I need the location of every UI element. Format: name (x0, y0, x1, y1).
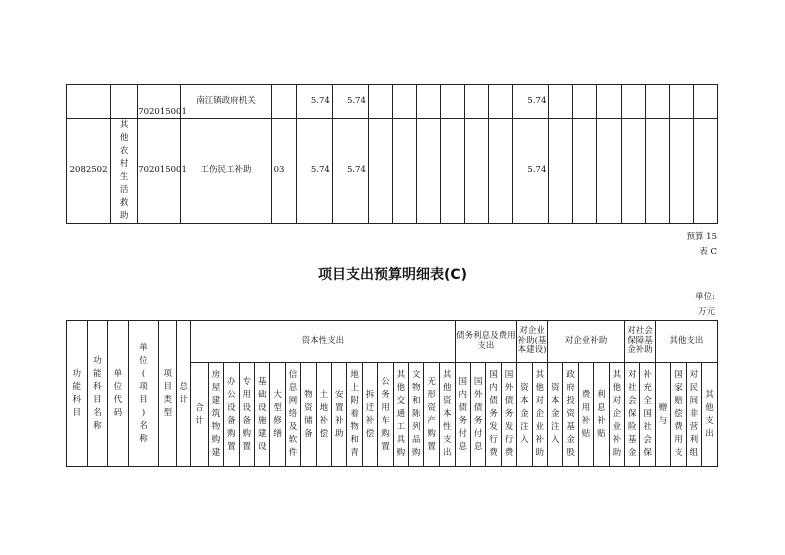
col-capital-sub: 基 础 设 施 建 设 (255, 363, 270, 467)
col-capital-sub: 拆 迁 补 偿 (362, 363, 377, 467)
group-enterprise-capital: 对企业补助(基本建设) (517, 321, 548, 363)
header-table (66, 320, 718, 467)
subtotal-cell: 5.74 (332, 85, 368, 119)
col-unit-project-name: 单 位 ( 项 目 ) 名 称 (128, 321, 159, 467)
col-capital-sub: 公 务 用 车 购 置 (378, 363, 393, 467)
col-debt-sub: 国 外 债 务 付 息 (470, 363, 485, 467)
unit-name-cell: 工伤民工补助 (181, 119, 271, 224)
table-row (67, 119, 718, 224)
group-debt: 债务利息及费用支出 (455, 321, 517, 363)
unit-label: 单位: (695, 292, 715, 302)
func-name-cell (111, 85, 138, 119)
col-capital-sub: 文 物 和 陈 列 品 购 (409, 363, 424, 467)
enterprise-capital-cell: 5.74 (513, 119, 549, 224)
col-enterprise-sub: 资 本 金 注 入 (548, 363, 563, 467)
col-capital-sub: 专 用 设 备 购 置 (239, 363, 254, 467)
type-cell (271, 85, 296, 119)
col-capital-sub: 物 资 储 备 (301, 363, 316, 467)
budget-number: 预算 15 (686, 232, 717, 242)
col-capital-sub: 土 地 补 偿 (316, 363, 331, 467)
group-other: 其他支出 (655, 321, 717, 363)
col-debt-sub: 国 内 债 务 付 息 (455, 363, 470, 467)
unit-code-cell: 702015001 (138, 119, 181, 224)
col-debt-sub: 国 内 债 务 发 行 费 (486, 363, 501, 467)
col-capital-sub: 安 置 补 助 (332, 363, 347, 467)
group-social: 对社会保障基金补助 (625, 321, 656, 363)
col-capital-sub: 合 计 (191, 363, 208, 467)
group-capital: 资本性支出 (191, 321, 455, 363)
col-enterprise-sub: 政 府 投 资 基 金 股 (563, 363, 578, 467)
unit-value: 万元 (697, 307, 715, 317)
type-cell: 03 (271, 119, 296, 224)
col-func-subject: 功 能 科 目 (67, 321, 88, 467)
col-capital-sub: 房 屋 建 筑 物 购 建 (208, 363, 223, 467)
col-enterprise-sub: 其 他 对 企 业 补 助 (609, 363, 624, 467)
col-other-sub: 赠 与 (655, 363, 670, 467)
col-debt-sub: 国 外 债 务 发 行 费 (501, 363, 516, 467)
page-title: 项目支出预算明细表(C) (317, 267, 468, 283)
col-unit-code: 单 位 代 码 (108, 321, 129, 467)
group-enterprise: 对企业补助 (548, 321, 625, 363)
subtotal-cell: 5.74 (332, 119, 368, 224)
table-code: 表 C (699, 247, 717, 257)
col-capital-sub: 办 公 设 备 购 置 (224, 363, 239, 467)
col-social-sub: 对 社 会 保 险 基 金 (625, 363, 640, 467)
enterprise-capital-cell: 5.74 (513, 85, 549, 119)
col-enterprise-capital-sub: 资 本 金 注 入 (517, 363, 532, 467)
col-capital-sub: 地 上 附 着 物 和 青 (347, 363, 362, 467)
table-row (67, 85, 718, 119)
col-enterprise-sub: 费 用 补 贴 (578, 363, 593, 467)
col-enterprise-sub: 利 息 补 贴 (594, 363, 609, 467)
col-other-sub: 国 家 赔 偿 费 用 支 (671, 363, 686, 467)
unit-code-cell: 702015001 (138, 85, 181, 119)
col-func-subject-name: 功 能 科 目 名 称 (87, 321, 108, 467)
col-capital-sub: 无 形 资 产 购 置 (424, 363, 439, 467)
col-capital-sub: 信 息 网 络 及 软 件 (285, 363, 300, 467)
unit-name-cell: 南江镇政府机关 (181, 85, 271, 119)
top-data-table (66, 84, 718, 224)
col-other-sub: 其 他 支 出 (702, 363, 718, 467)
col-project-type: 项 目 类 型 (159, 321, 176, 467)
col-total: 总 计 (176, 321, 190, 467)
func-code-cell (67, 85, 111, 119)
col-capital-sub: 其 他 交 通 工 具 购 (393, 363, 408, 467)
col-social-sub: 补 充 全 国 社 会 保 (640, 363, 655, 467)
col-enterprise-capital-sub: 其 他 对 企 业 补 助 (532, 363, 547, 467)
func-code-cell: 2082502 (67, 119, 111, 224)
func-name-cell: 其 他 农 村 生 活 救 助 (111, 119, 138, 224)
col-capital-sub: 大 型 修 缮 (270, 363, 285, 467)
col-capital-sub: 其 他 资 本 性 支 出 (439, 363, 455, 467)
total-cell: 5.74 (296, 85, 332, 119)
col-other-sub: 对 民 间 非 营 利 组 (686, 363, 701, 467)
total-cell: 5.74 (296, 119, 332, 224)
